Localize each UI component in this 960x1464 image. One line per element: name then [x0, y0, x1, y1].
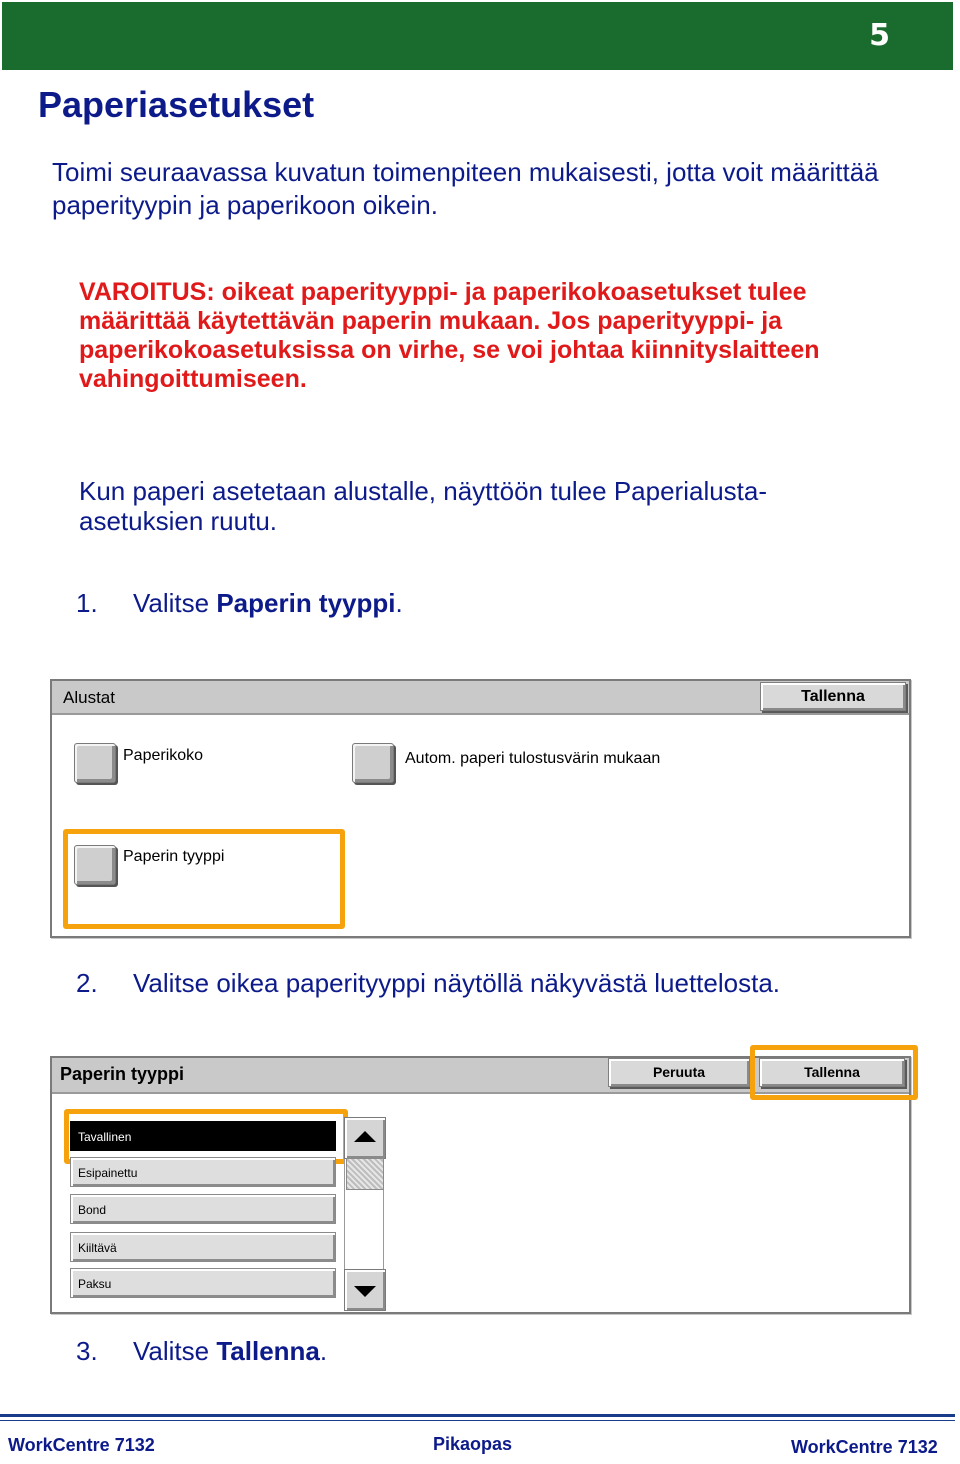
- auto-paper-label: Autom. paperi tulostusvärin mukaan: [405, 750, 661, 767]
- step-3-text: Valitse Tallenna.: [133, 1336, 328, 1366]
- note-text: Kun paperi asetetaan alustalle, näyttöön tulee Paperialusta-asetuksien ruutu.: [79, 476, 768, 536]
- footer-center: Pikaopas: [433, 1434, 513, 1454]
- list-item-kiiltava[interactable]: Kiiltävä: [70, 1232, 336, 1262]
- triangle-up-icon: [345, 1118, 385, 1158]
- triangle-down-icon: [345, 1270, 385, 1310]
- list-item-bond[interactable]: Bond: [70, 1194, 336, 1224]
- step-2-number: 2.: [76, 968, 98, 998]
- screen-title: Paperin tyyppi: [60, 1064, 185, 1084]
- list-item-tavallinen[interactable]: Tavallinen: [70, 1121, 336, 1151]
- footer-rule-thin: [0, 1420, 955, 1421]
- intro-text: Toimi seuraavassa kuvatun toimenpiteen mukaisesti, jotta voit määrittää paperityypin ja paperikoon oikein.: [52, 157, 879, 220]
- scroll-up-button[interactable]: [344, 1117, 386, 1159]
- screen-title: Alustat: [63, 688, 115, 707]
- step-1-number: 1.: [76, 588, 98, 618]
- paper-size-label: Paperikoko: [123, 747, 204, 764]
- save-button[interactable]: Tallenna: [759, 1058, 905, 1087]
- step-2-text: Valitse oikea paperityyppi näytöllä näkyvästä luettelosta.: [133, 968, 781, 998]
- header-bar: [2, 2, 953, 70]
- list-item-esipainettu[interactable]: Esipainettu: [70, 1157, 336, 1187]
- page-number: 5: [869, 18, 890, 53]
- list-item-paksu[interactable]: Paksu: [70, 1268, 336, 1298]
- footer-rule: [0, 1414, 955, 1417]
- footer-left: WorkCentre 7132: [8, 1435, 155, 1455]
- scroll-down-button[interactable]: [344, 1269, 386, 1311]
- page-title: Paperiasetukset: [38, 84, 315, 125]
- step-3-number: 3.: [76, 1336, 98, 1366]
- footer-right: WorkCentre 7132: [791, 1437, 938, 1457]
- paper-size-button[interactable]: [74, 743, 116, 783]
- warning-text: VAROITUS: oikeat paperityyppi- ja paperikokoasetukset tulee määrittää käytettävän paperin mukaan. Jos paperityyppi- ja paperikokoasetuksissa on virhe, se voi johtaa kiinnityslaitteen vahingoittumiseen.: [79, 278, 820, 393]
- save-button[interactable]: Tallenna: [760, 682, 906, 711]
- scrollbar-thumb[interactable]: [346, 1158, 384, 1190]
- cancel-button[interactable]: Peruuta: [608, 1058, 750, 1087]
- step-1-text: Valitse Paperin tyyppi.: [133, 588, 403, 618]
- paper-type-label: Paperin tyyppi: [123, 848, 225, 865]
- paper-type-button[interactable]: [74, 845, 116, 885]
- auto-paper-button[interactable]: [352, 743, 394, 783]
